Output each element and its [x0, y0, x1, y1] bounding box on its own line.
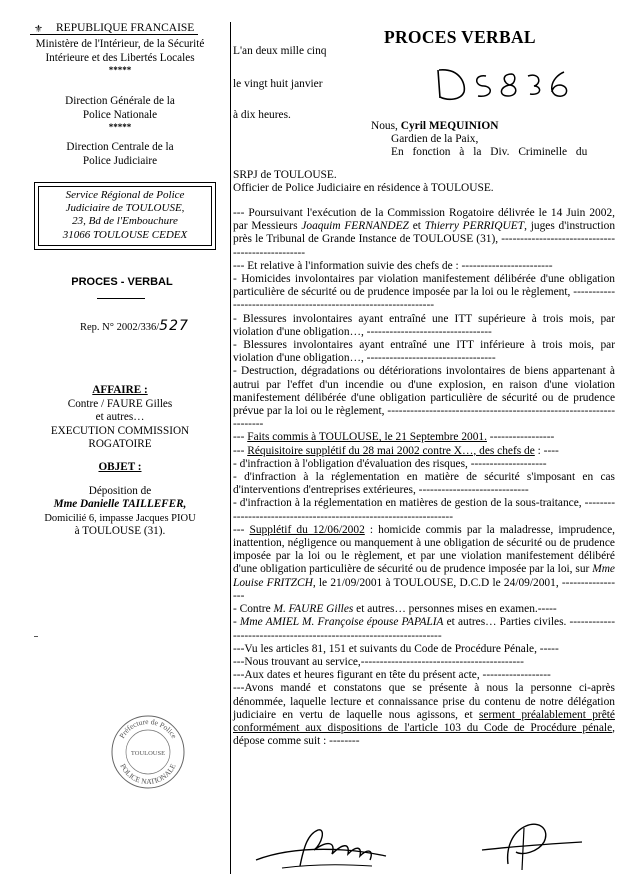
nous-label: Nous,: [371, 120, 401, 132]
paragraph-suppletif: --- Supplétif du 12/06/2002 : homicide commis par la maladresse, imprudence, inattention, négligence ou manquement à une obligation de sécurité ou de prudence imposée par la loi ou le règlement, et par une violation manifestement délibéré d'une obligation particulière de sécurité ou de prudence imposée par la loi, sur Mme Louise FRITZCH, le 21/09/2001 à TOULOUSE, D.C.D le 24/09/2001, -----------------: [233, 523, 615, 602]
charge-blessures-sup: - Blessures involontaires ayant entraîné une ITT supérieure à trois mois, par violation d'une obligation…, ---------------------------------: [233, 312, 615, 338]
paragraph-vu-articles: ---Vu les articles 81, 151 et suivants du Code de Procédure Pénale, -----: [233, 642, 559, 655]
paragraph-chefs: --- Et relative à l'information suivie des chefs de : ------------------------: [233, 259, 553, 272]
official-stamp: [108, 712, 188, 792]
affaire-line-1: Contre / FAURE Gilles: [67, 397, 173, 410]
officer-role: En fonction à la Div. Criminelle du: [391, 146, 588, 159]
margin-tick: [34, 636, 38, 637]
affaire-line-4: ROGATOIRE: [88, 438, 152, 450]
infraction-sous-traitance: - d'infraction à la réglementation en matières de gestion de la sous-traitance, ------------------------------------------------------------------: [233, 497, 615, 523]
date-line-2: le vingt huit janvier: [233, 78, 323, 90]
left-column: [0, 0, 230, 877]
republic-header: REPUBLIQUE FRANCAISE: [56, 22, 195, 34]
objet-line-3: Domicilié 6, impasse Jacques PIOU: [44, 512, 196, 524]
objet-block: [18, 461, 222, 539]
officer-name: Cyril MEQUINION: [400, 120, 499, 132]
affaire-line-3: EXECUTION COMMISSION: [50, 424, 190, 437]
rep-handwritten: 527: [159, 318, 189, 334]
handwritten-reference: [430, 64, 580, 106]
separator-stars: *****: [108, 122, 132, 132]
paragraph-faits: --- Faits commis à TOULOUSE, le 21 Septembre 2001. -----------------: [233, 431, 555, 444]
box-line-3: 23, Bd de l'Embouchure: [72, 215, 178, 228]
stamp-bottom-text: POLICE NATIONALE: [118, 762, 178, 787]
infraction-securite: - d'infraction à la réglementation en matière de sécurité s'imposant en cas d'interventions d'entreprises extérieures, -----------------------------: [233, 471, 615, 497]
judge-2: Thierry PERRIQUET: [424, 220, 525, 233]
header-underline: [30, 34, 198, 35]
paragraph-contre: - Contre M. FAURE Gilles et autres… personnes mises en examen.-----: [233, 603, 557, 616]
body-text: [233, 207, 615, 748]
stamp-middle-text: TOULOUSE: [130, 750, 166, 757]
officer-rank: Gardien de la Paix,: [391, 133, 479, 146]
charge-blessures-inf: - Blessures involontaires ayant entraîné une ITT inférieure à trois mois, par violation d'une obligation…, ----------------------------------: [233, 339, 615, 365]
objet-title: OBJET :: [98, 461, 142, 473]
affaire-title: AFFAIRE :: [92, 384, 148, 396]
officer-role-2: SRPJ de TOULOUSE.: [233, 168, 337, 181]
paragraph-commission: --- Poursuivant l'exécution de la Commission Rogatoire délivrée le 14 Juin 2002, par Messieurs Joaquim FERNANDEZ et Thierry PERRIQUET, juges d'instruction près le Tribunal de Grande Instance de TOULOUSE (31), -------------------------------------------------: [233, 207, 616, 259]
officer-block: [233, 120, 615, 195]
dc-line-1: Direction Centrale de la: [66, 141, 174, 153]
signature-witness: [252, 820, 392, 876]
affaire-line-2: et autres…: [95, 411, 145, 423]
column-divider: [230, 22, 231, 874]
paragraph-parties-civiles: - Mme AMIEL M. Françoise épouse PAPALIA et autres… Parties civiles. -------------------------------------------------------------------: [233, 616, 615, 642]
objet-line-1: Déposition de: [88, 484, 152, 497]
date-line-1: L'an deux mille cinq: [233, 45, 327, 57]
separator-stars: *****: [108, 65, 132, 75]
ministry: [18, 38, 222, 75]
paragraph-requisitoire: --- Réquisitoire supplétif du 28 mai 2002 contre X…, des chefs de : ----: [233, 444, 559, 457]
signature-officer: [478, 812, 588, 872]
rep-label: Rep. N° 2002/336/: [80, 322, 160, 333]
pv-title-left: PROCES - VERBAL: [71, 276, 173, 288]
paragraph-serment: ---Avons mandé et constatons que se présente à nous la personne ci-après dénommée, laquelle lecture et connaissance prise du contenu de notre délégation judiciaire en vertu de laquelle nous agissons, et serment préalablement prêté conformément aux dispositions de l'article 103 du Code de Procédure pénale, dépose comme suit : --------: [233, 682, 615, 748]
document-title: PROCES VERBAL: [384, 27, 536, 47]
charge-destruction: - Destruction, dégradations ou détériorations involontaires de biens appartenant à autrui par l'effet d'un incendie ou d'une explosion, en raison d'une violation manifestement délibérée d'une obligation particulière de sécurité ou de prudence prévue par la loi ou le règlement, --------------------------------------------------------------------: [233, 365, 615, 431]
direction-generale: [18, 95, 222, 132]
objet-line-2: Mme Danielle TAILLEFER,: [53, 498, 187, 510]
paragraph-service: ---Nous trouvant au service,-------------------------------------------: [233, 655, 524, 668]
officer-name-line: [233, 120, 615, 133]
pv-title-rule: [97, 298, 145, 299]
direction-centrale: [18, 141, 222, 168]
box-line-2: Judiciaire de TOULOUSE,: [65, 202, 185, 215]
judge-1: Joaquim FERNANDEZ: [301, 220, 409, 233]
infraction-evaluation: - d'infraction à l'obligation d'évaluation des risques, --------------------: [233, 457, 547, 470]
box-line-1: Service Régional de Police: [65, 189, 185, 201]
affaire-block: [18, 384, 222, 452]
stamp-top-text: Préfecture de Police: [117, 716, 179, 740]
officer-opj: Officier de Police Judiciaire en résidence à TOULOUSE.: [233, 181, 494, 194]
flag-mark-icon: ⚜: [34, 24, 43, 35]
ministry-line-2: Intérieure et des Libertés Locales: [45, 51, 195, 64]
date-line-3: à dix heures.: [233, 109, 291, 121]
service-address-box: [34, 182, 216, 250]
objet-line-4: à TOULOUSE (31).: [74, 525, 166, 537]
dc-line-2: Police Judiciaire: [82, 154, 158, 167]
charge-homicides: - Homicides involontaires par violation manifestement délibérée d'une obligation particulière de sécurité ou de prudence imposée par la loi ou le règlement, ----------------------------------------------------------------: [233, 273, 615, 312]
svg-text:Préfecture de Police: [117, 717, 179, 741]
box-line-4: 31066 TOULOUSE CEDEX: [62, 228, 188, 241]
paragraph-dates: ---Aux dates et heures figurant en tête du présent acte, ------------------: [233, 669, 551, 682]
dg-line-2: Police Nationale: [82, 108, 158, 121]
dg-line-1: Direction Générale de la: [65, 95, 175, 107]
ministry-line-1: Ministère de l'Intérieur, de la Sécurité: [35, 38, 205, 50]
rep-number: [80, 318, 189, 334]
